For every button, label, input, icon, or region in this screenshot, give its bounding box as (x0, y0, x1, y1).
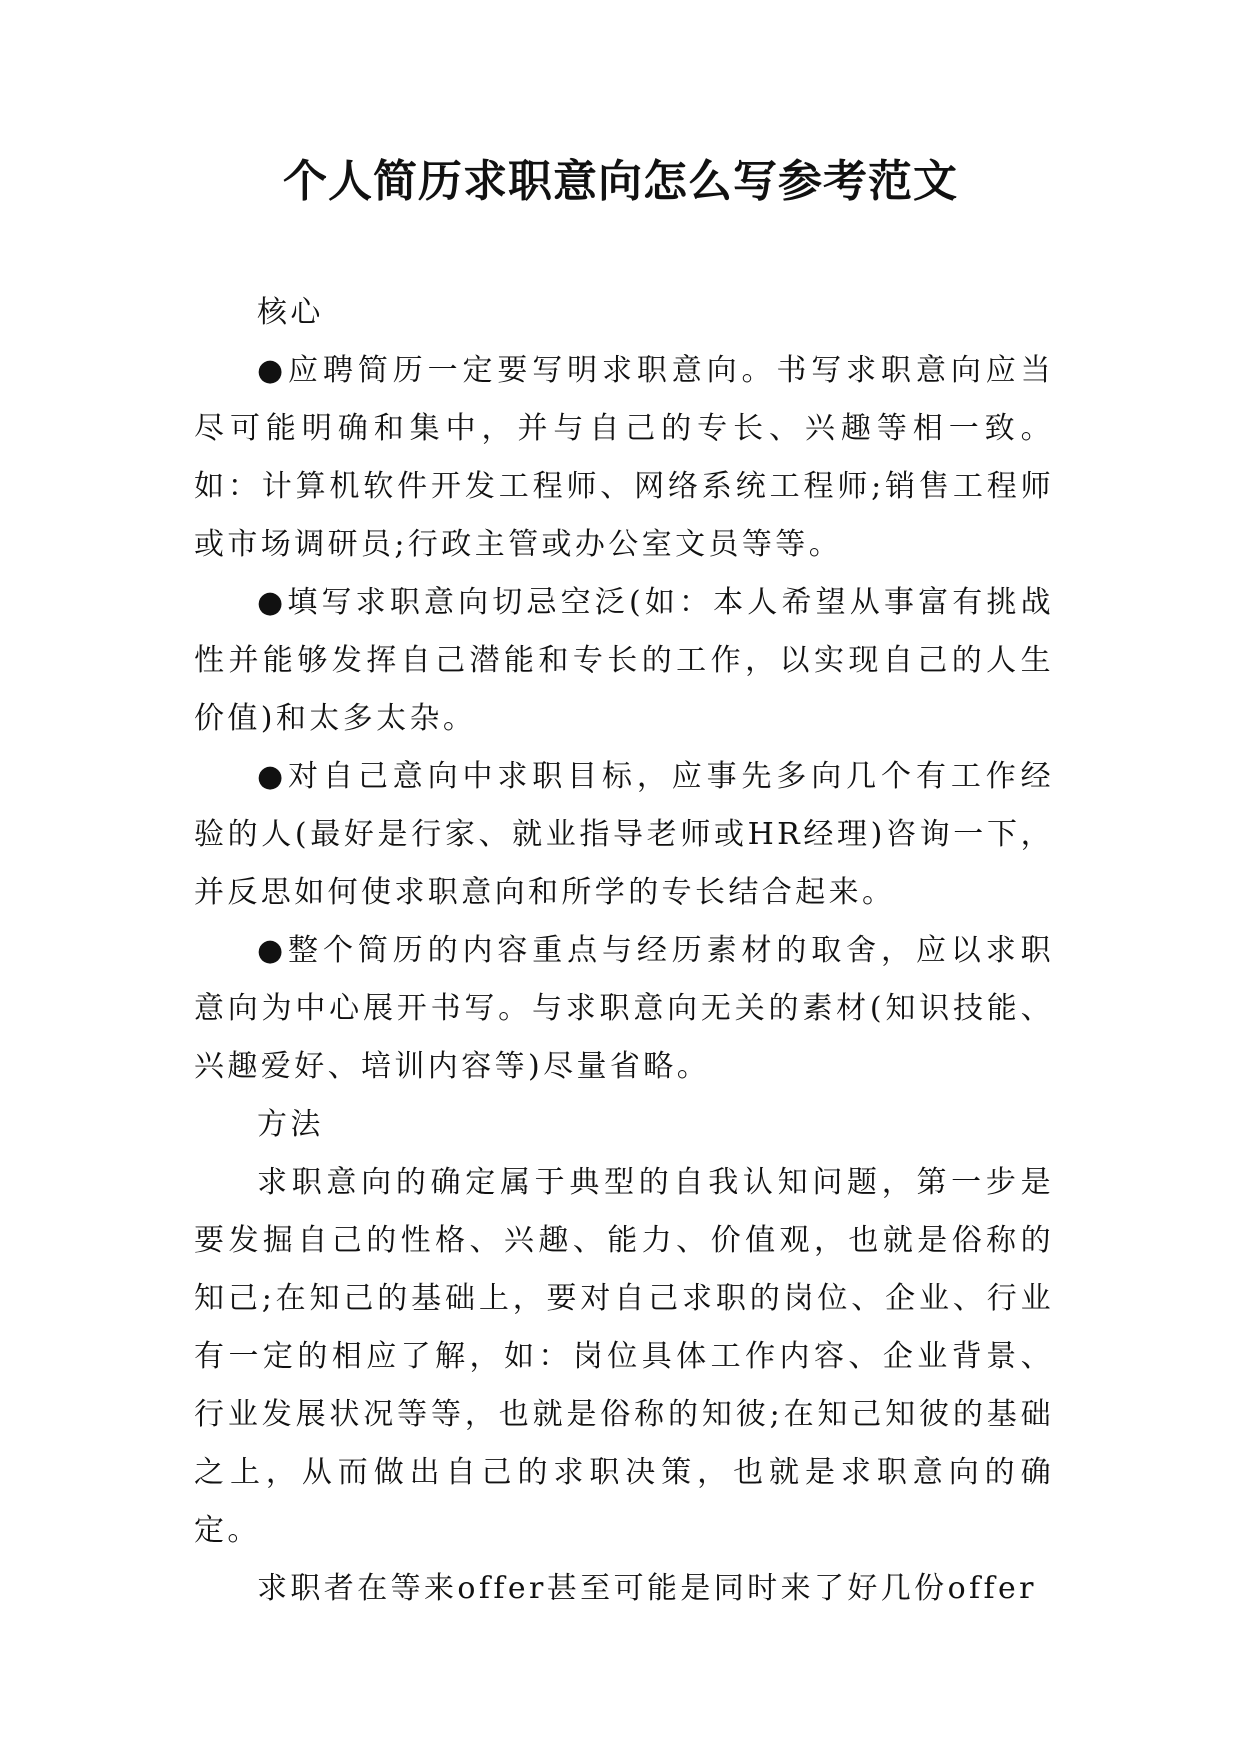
section-heading-method: 方法 (257, 1107, 324, 1142)
paragraph-offer: 求职者在等来offer甚至可能是同时来了好几份offer (257, 1571, 1037, 1606)
paragraph-bullet-1: ●应聘简历一定要写明求职意向。书写求职意向应当尽可能明确和集中，并与自己的专长、兴趣等相一致。如：计算机软件开发工程师、网络系统工程师;销售工程师或市场调研员;行政主管或办公室文员等等。 (194, 353, 1054, 562)
paragraph-bullet-3: ●对自己意向中求职目标，应事先多向几个有工作经验的人(最好是行家、就业指导老师或HR经理)咨询一下，并反思如何使求职意向和所学的专长结合起来。 (194, 759, 1054, 910)
document-title: 个人简历求职意向怎么写参考范文 (283, 156, 958, 207)
paragraph-bullet-4: ●整个简历的内容重点与经历素材的取舍，应以求职意向为中心展开书写。与求职意向无关的素材(知识技能、兴趣爱好、培训内容等)尽量省略。 (194, 933, 1054, 1084)
paragraph-method: 求职意向的确定属于典型的自我认知问题，第一步是要发掘自己的性格、兴趣、能力、价值观，也就是俗称的知己;在知己的基础上，要对自己求职的岗位、企业、行业有一定的相应了解，如：岗位具体工作内容、企业背景、行业发展状况等等，也就是俗称的知彼;在知己知彼的基础之上，从而做出自己的求职决策，也就是求职意向的确定。 (194, 1165, 1054, 1548)
section-heading-core: 核心 (257, 295, 324, 330)
document-body (194, 284, 1054, 1618)
paragraph-bullet-2: ●填写求职意向切忌空泛(如：本人希望从事富有挑战性并能够发挥自己潜能和专长的工作，以实现自己的人生价值)和太多太杂。 (194, 585, 1054, 736)
